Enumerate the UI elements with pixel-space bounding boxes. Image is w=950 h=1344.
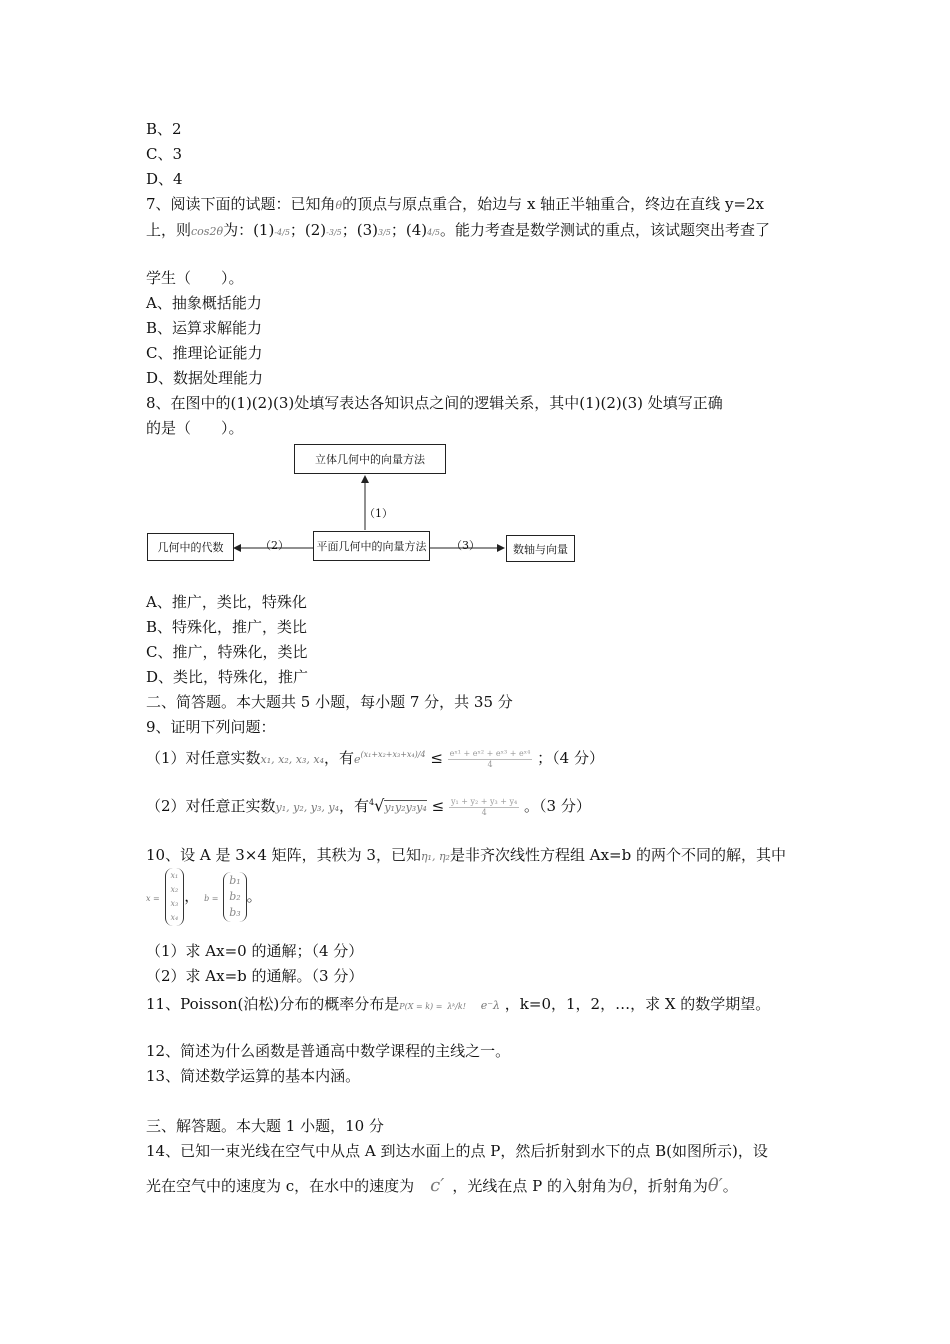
theta: θ — [621, 1175, 633, 1196]
eta-symbols: η₁, η₂ — [420, 850, 450, 863]
q7-line-1: 7、阅读下面的试题：已知角θ的顶点与原点重合，始边与 x 轴正半轴重合，终边在直线 y=2x — [146, 195, 764, 213]
section-3-heading: 三、解答题。本大题 1 小题，10 分 — [146, 1117, 384, 1135]
c-prime: c′ — [430, 1175, 445, 1196]
poisson-lhs: P(X = k) = — [399, 1002, 443, 1011]
theta-symbol: θ — [335, 199, 343, 212]
diagram-box-left: 几何中的代数 — [147, 533, 234, 561]
q9-rhs-fraction-2: $\frac{\text{y₁ + y₂ + y₃ + y₄}}{4}$ — [450, 796, 518, 817]
q10-line-1: 10、设 A 是 3×4 矩阵，其秩为 3，已知η₁, η₂是非齐次线性方程组 Ax=b 的两个不同的解，其中 — [146, 846, 786, 864]
diagram-box-right: 数轴与向量 — [506, 535, 575, 562]
diagram-label-2: （2） — [260, 539, 289, 552]
radicand: y₁y₂y₃y₄ — [384, 801, 427, 814]
q13-line: 13、简述数学运算的基本内涵。 — [146, 1067, 361, 1085]
q7-line-3: 学生（ ）。 — [146, 269, 244, 287]
q8-option-c: C、推广，特殊化，类比 — [146, 643, 308, 661]
q7-option-b: B、运算求解能力 — [146, 319, 263, 337]
poisson-fraction: λᵏ/k! — [447, 1002, 466, 1011]
q11-line: 11、Poisson(泊松)分布的概率分布是P(X = k) = λᵏ/k! e⁻λ ，k=0，1，2，…，求 X 的数学期望。 — [146, 995, 771, 1013]
b-vector: b₁ b₂ b₃ — [223, 872, 246, 922]
x-variables: x₁, x₂, x₃, x₄ — [260, 753, 324, 766]
q9-title: 9、证明下列问题： — [146, 718, 276, 736]
q7-option-a: A、抽象概括能力 — [146, 294, 262, 312]
q8-line-1: 8、在图中的(1)(2)(3)处填写表达各知识点之间的逻辑关系，其中(1)(2)(3) 处填写正确 — [146, 394, 723, 412]
poisson-exp: e⁻λ — [480, 999, 501, 1012]
x-vector: x₁ x₂ x₃ x₄ — [165, 868, 185, 926]
q12-line: 12、简述为什么函数是普通高中数学课程的主线之一。 — [146, 1042, 511, 1060]
diagram-box-center: 平面几何中的向量方法 — [313, 531, 430, 561]
q6-option-b: B、2 — [146, 120, 182, 138]
diagram-box-top: 立体几何中的向量方法 — [294, 444, 446, 474]
q7-option-d: D、数据处理能力 — [146, 369, 264, 387]
q9-part-1: （1）对任意实数x₁, x₂, x₃, x₄，有$e^{(x_1+x_2+x_3+x_4)/4}$ ≤ $\frac{\text{eˣ¹ + eˣ² + eˣ³ + eˣ⁴}}{4}$ ；（4 分） — [146, 748, 604, 769]
q7-option-c: C、推理论证能力 — [146, 344, 263, 362]
q8-option-a: A、推广，类比，特殊化 — [146, 593, 307, 611]
q9-rhs-fraction-1: $\frac{\text{eˣ¹ + eˣ² + eˣ³ + eˣ⁴}}{4}$ — [449, 748, 531, 769]
q9-part-2: （2）对任意正实数y₁, y₂, y₃, y₄，有$^4$√y₁y₂y₃y₄ ≤ $\frac{\text{y₁ + y₂ + y₃ + y₄}}{4}$ 。（3 分） — [146, 796, 591, 817]
q6-option-c: C、3 — [146, 145, 183, 163]
q10-part-1: （1）求 Ax=0 的通解；（4 分） — [146, 942, 364, 960]
q7-line-2: 上，则cos2θ为：(1)-4/5；(2)-3/5；(3)3/5；(4)4/5。能力考查是数学测试的重点，该试题突出考查了 — [146, 221, 770, 239]
q10-matrices: x = x₁ x₂ x₃ x₄， b = b₁ b₂ b₃。 — [146, 866, 262, 929]
theta-prime: θ′ — [707, 1175, 723, 1196]
y-variables: y₁, y₂, y₃, y₄ — [275, 801, 340, 814]
q14-line-2: 光在空气中的速度为 c，在水中的速度为 c′ ，光线在点 P 的入射角为θ，折射角为θ′。 — [146, 1175, 738, 1196]
cos2theta-expr: cos2θ — [191, 225, 224, 238]
q6-option-d: D、4 — [146, 170, 183, 188]
q14-line-1: 14、已知一束光线在空气中从点 A 到达水面上的点 P，然后折射到水下的点 B(如图所示)，设 — [146, 1142, 768, 1160]
diagram-label-1: （1） — [364, 507, 393, 520]
q10-part-2: （2）求 Ax=b 的通解。（3 分） — [146, 967, 364, 985]
q8-option-d: D、类比，特殊化，推广 — [146, 668, 309, 686]
diagram-label-3: （3） — [451, 539, 480, 552]
section-2-heading: 二、简答题。本大题共 5 小题，每小题 7 分，共 35 分 — [146, 693, 513, 711]
q8-option-b: B、特殊化，推广，类比 — [146, 618, 308, 636]
q8-line-2: 的是（ ）。 — [146, 419, 244, 437]
